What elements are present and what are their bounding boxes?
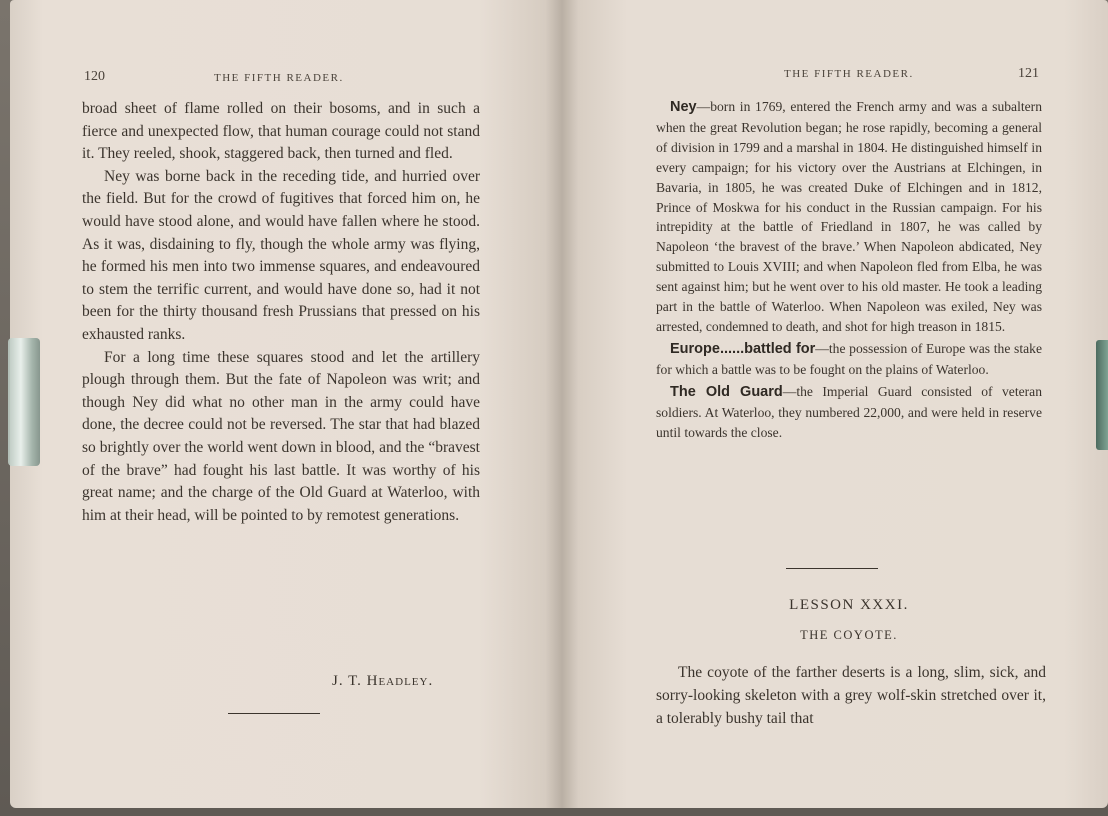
- page-tab: [1096, 340, 1108, 450]
- lesson-subtitle: THE COYOTE.: [800, 628, 898, 642]
- page-number-left: 120: [84, 69, 105, 84]
- running-head-right: THE FIFTH READER.: [784, 68, 914, 80]
- note-term: Europe......battled for: [670, 340, 816, 357]
- paragraph: For a long time these squares stood and let the artillery plough through them. But the fate of Napoleon was writ; and though Ney did what no other man in the army could have done, the decree could not be reversed. The star that had blazed so brightly over the world went down in blood, and the “bravest of the brave” had fought his last battle. It was worthy of his great name; and the charge of the Old Guard at Waterloo, with him at their head, will be pointed to by remotest generations.: [82, 348, 480, 524]
- note-term: The Old Guard: [670, 383, 783, 400]
- right-page: [562, 0, 1108, 808]
- explanatory-notes: [656, 97, 1042, 442]
- note-ney: [656, 97, 1042, 337]
- paragraph: The coyote of the farther deserts is a long, slim, sick, and sorry-looking skeleton with a grey wolf-skin stretched over it, a tolerably bushy tail that: [656, 664, 1046, 727]
- signature-initials: J. T.: [332, 673, 362, 689]
- section-rule: [228, 713, 320, 714]
- page-number-right: 121: [1018, 66, 1039, 81]
- left-page: [10, 0, 562, 808]
- note-text: —the Imperial Guard consisted of veteran soldiers. At Waterloo, they numbered 22,000, and were held in reserve until towards the close.: [656, 383, 1042, 440]
- note-europe: [656, 339, 1042, 380]
- note-text: —the possession of Europe was the stake for which a battle was to be fought on the plains of Waterloo.: [656, 340, 1042, 377]
- note-old-guard: [656, 382, 1042, 443]
- paragraph: broad sheet of flame rolled on their bosoms, and in such a fierce and unexpected flow, that human courage could not stand it. They reeled, shook, staggered back, then turned and fled.: [82, 100, 480, 163]
- signature-name: Headley.: [366, 673, 434, 689]
- left-body-text: [82, 98, 480, 527]
- note-term: Ney: [670, 99, 697, 115]
- binder-clip: [8, 338, 40, 466]
- author-signature: [332, 673, 433, 690]
- paragraph: Ney was borne back in the receding tide, and hurried over the field. But for the crowd of fugitives that forced him on, he would have stood alone, and would have fallen where he stood. As it was, disdaining to fly, though the whole army was flying, he formed his men into two immense squares, and endeavoured to stem the terrific current, and would have done so, had it not been for the thirty thousand fresh Prussians that pressed on his exhausted ranks.: [82, 167, 480, 343]
- lesson-title: LESSON XXXI.: [789, 597, 909, 613]
- section-rule: [786, 568, 878, 569]
- note-text: —born in 1769, entered the French army and was a subaltern when the great Revolution began; he rose rapidly, becoming a general of division in 1799 and a marshal in 1804. He distinguished himself in every campaign; for his victory over the Austrians at Elchingen, in Bavaria, in 1805, he was created Duke of Elchingen and in 1812, Prince of Moskwa for his conduct in the Russian campaign. For his intrepidity at the battle of Friedland in 1807, he was called by Napoleon ‘the bravest of the brave.’ When Napoleon abdicated, Ney submitted to Louis XVIII; and when Napoleon fled from Elba, he was sent against him; but he went over to his old master. He took a leading part in the battle of Waterloo. When Napoleon was exiled, Ney was arrested, condemned to death, and shot for high treason in 1815.: [656, 99, 1042, 334]
- lesson-body-text: [656, 661, 1046, 730]
- running-head-left: THE FIFTH READER.: [214, 72, 344, 84]
